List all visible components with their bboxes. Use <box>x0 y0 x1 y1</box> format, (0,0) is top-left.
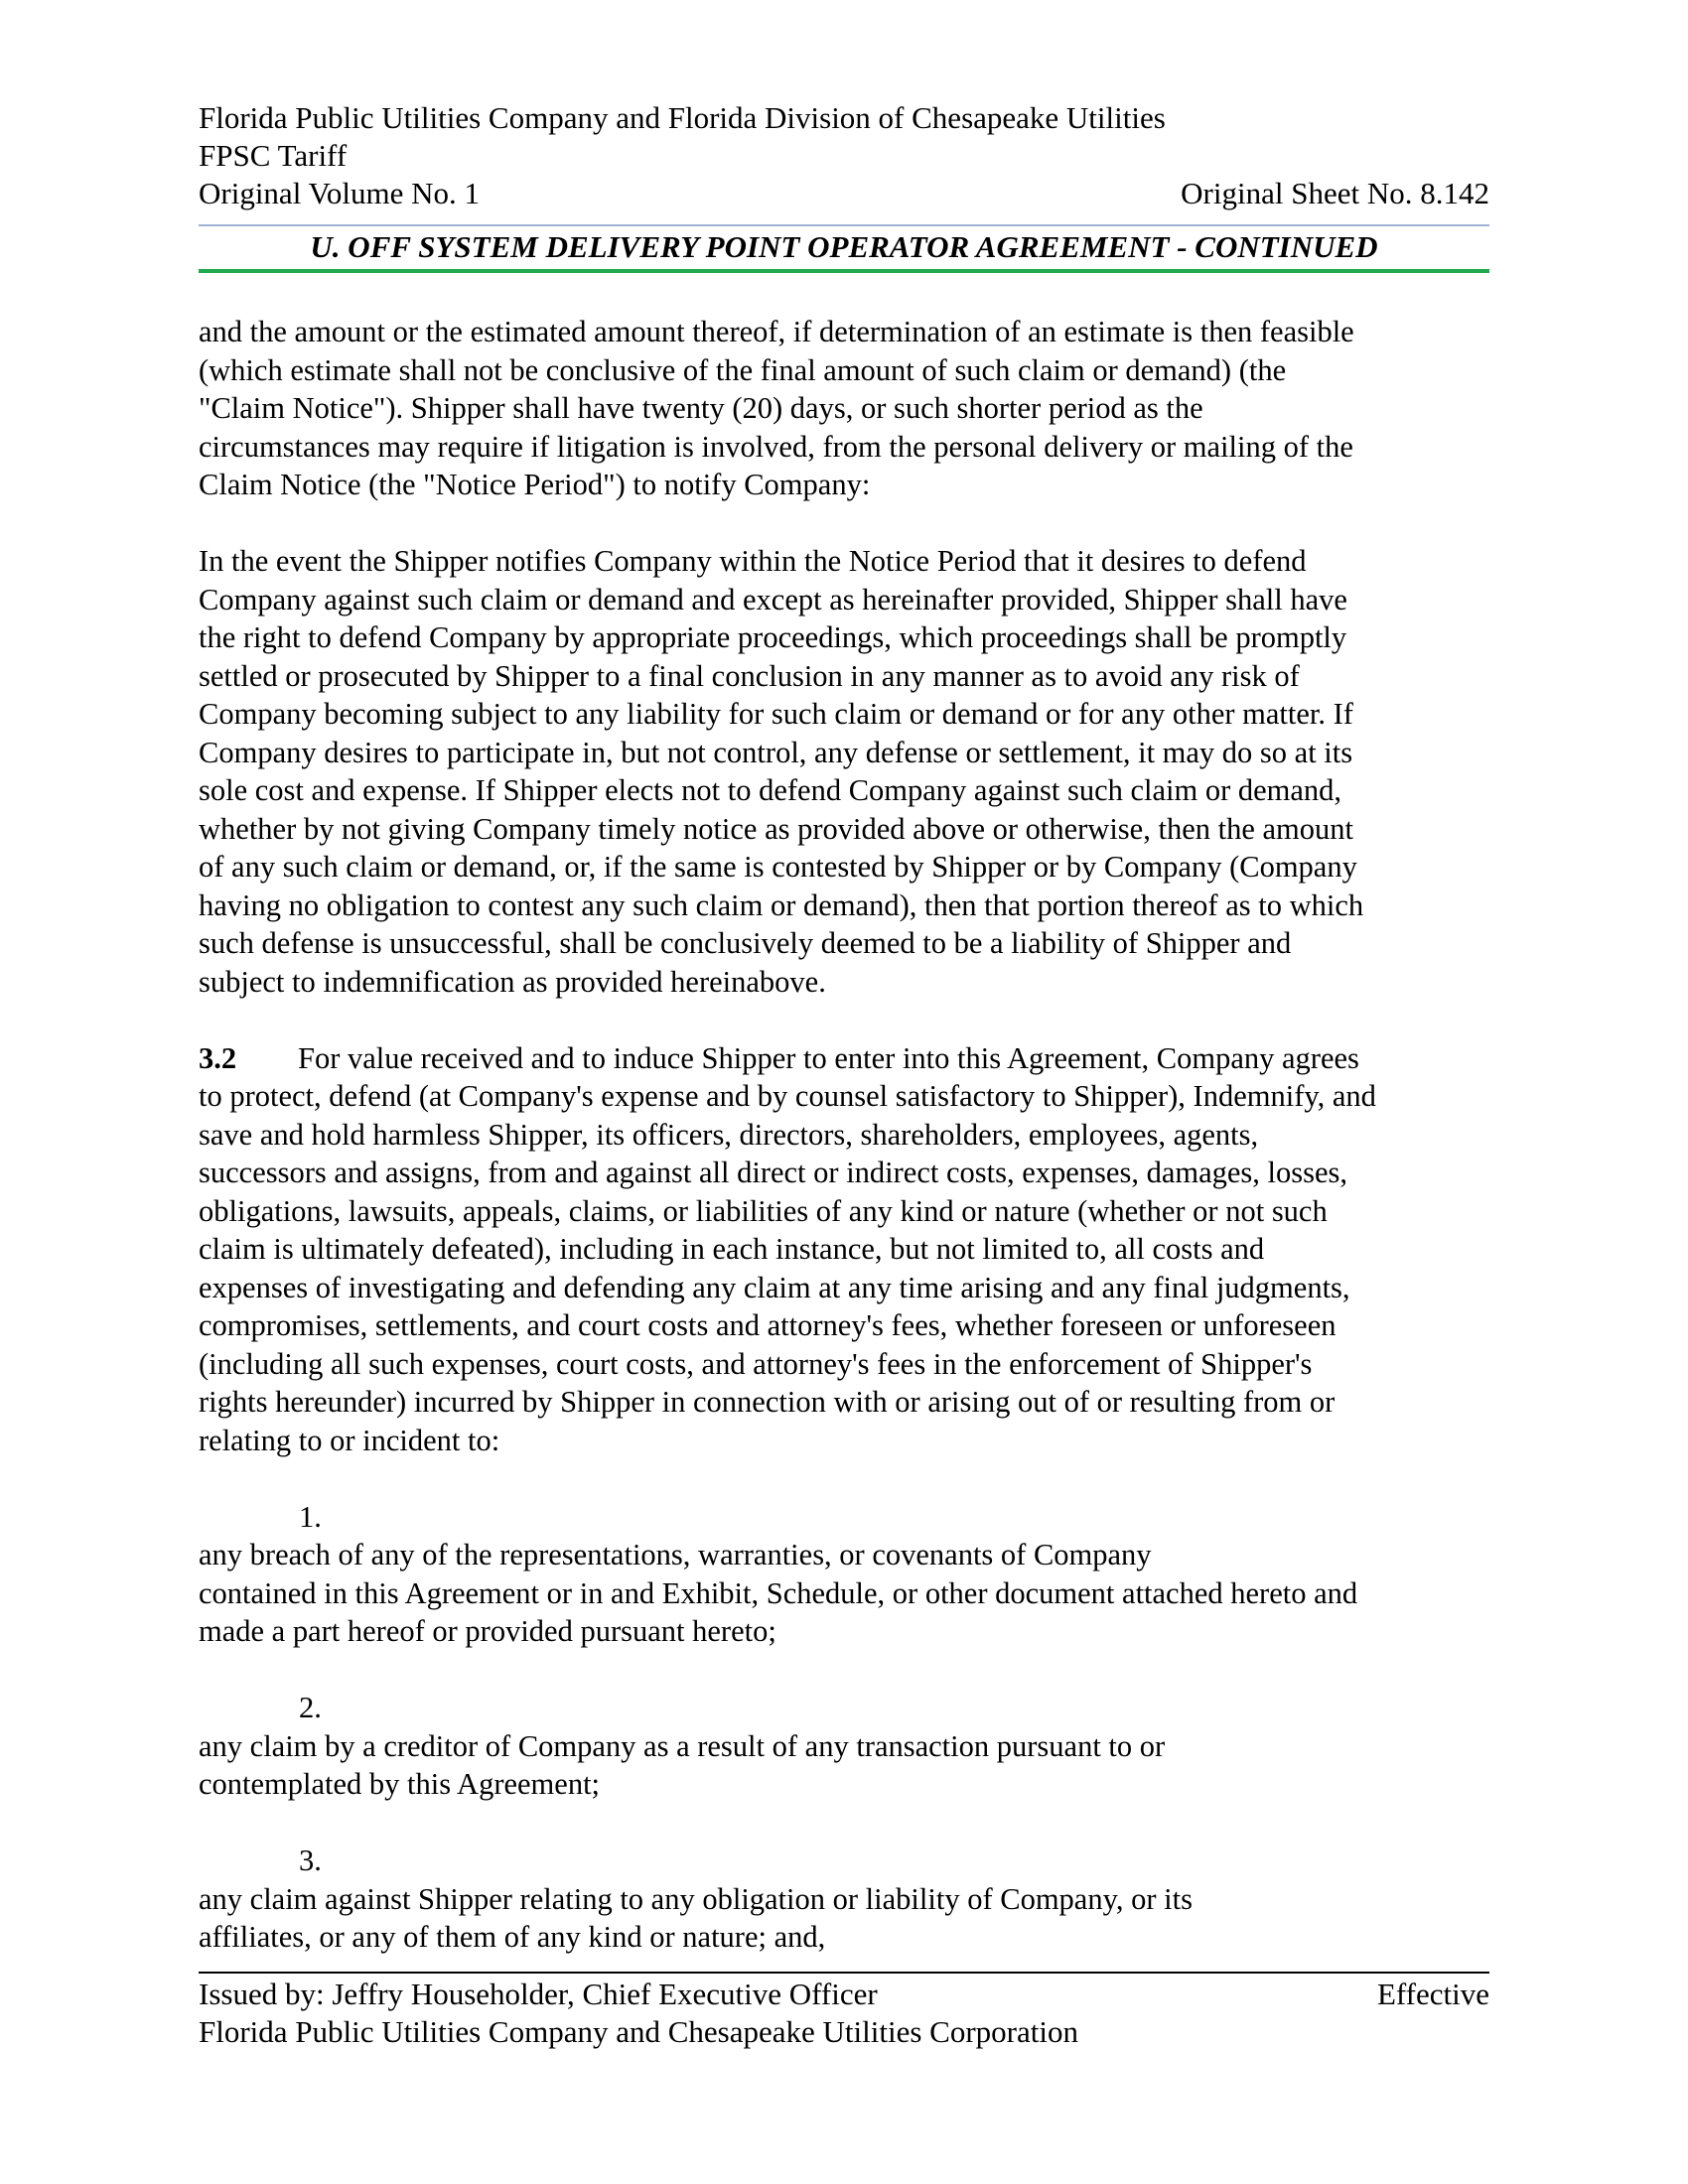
text-line: subject to indemnification as provided hereinabove. <box>199 964 826 999</box>
item-number: 3. <box>299 1843 322 1877</box>
item-number: 2. <box>299 1691 322 1724</box>
header-volume: Original Volume No. 1 <box>199 176 481 210</box>
item-first-line <box>199 1498 1489 1574</box>
text-line: contained in this Agreement or in and Exhibit, Schedule, or other document attached hereto and <box>199 1575 1358 1610</box>
title-divider <box>199 269 1489 273</box>
text-line: such defense is unsuccessful, shall be conclusively deemed to be a liability of Shipper and <box>199 926 1292 960</box>
list-item-2 <box>199 1689 1489 1804</box>
text-line: (including all such expenses, court costs, and attorney's fees in the enforcement of Shipper's <box>199 1346 1313 1381</box>
footer-company: Florida Public Utilities Company and Chesapeake Utilities Corporation <box>199 2014 1078 2049</box>
footer-divider <box>199 1972 1489 1974</box>
text-line: save and hold harmless Shipper, its officers, directors, shareholders, employees, agents, <box>199 1117 1259 1152</box>
text-line: successors and assigns, from and against all direct or indirect costs, expenses, damages, losses, <box>199 1156 1348 1189</box>
text-line: "Claim Notice"). Shipper shall have twenty (20) days, or such shorter period as the <box>199 391 1203 425</box>
section-title: U. OFF SYSTEM DELIVERY POINT OPERATOR AGREEMENT - CONTINUED <box>310 229 1378 264</box>
text-line: Company becoming subject to any liability for such claim or demand or for any other matter. If <box>199 697 1353 731</box>
text-line: whether by not giving Company timely notice as provided above or otherwise, then the amount <box>199 811 1353 846</box>
text-line: and the amount or the estimated amount thereof, if determination of an estimate is then feasible <box>199 315 1354 348</box>
text-line: compromises, settlements, and court costs and attorney's fees, whether foreseen or unforeseen <box>199 1308 1336 1342</box>
section-first-line <box>199 1039 1489 1078</box>
header-sheet-number: Original Sheet No. 8.142 <box>1181 176 1489 210</box>
list-item-1 <box>199 1498 1489 1651</box>
text-line: obligations, lawsuits, appeals, claims, or liabilities of any kind or nature (whether or not such <box>199 1193 1328 1228</box>
item-first-line <box>199 1689 1489 1765</box>
list-item-3 <box>199 1842 1489 1957</box>
header-divider <box>199 224 1489 226</box>
text-line: relating to or incident to: <box>199 1423 500 1457</box>
text-line: Claim Notice (the "Notice Period") to notify Company: <box>199 468 871 501</box>
text-line: (which estimate shall not be conclusive of the final amount of such claim or demand) (the <box>199 352 1287 387</box>
text-line: made a part hereof or provided pursuant hereto; <box>199 1614 776 1648</box>
text-line: the right to defend Company by appropriate proceedings, which proceedings shall be promptly <box>199 620 1347 654</box>
text-line: expenses of investigating and defending any claim at any time arising and any final judgments, <box>199 1270 1350 1304</box>
text-line: having no obligation to contest any such claim or demand), then that portion thereof as to which <box>199 887 1364 922</box>
paragraph-claim-notice <box>199 313 1489 504</box>
item-first-text: any breach of any of the representations, warranties, or covenants of Company <box>199 1538 1152 1571</box>
text-line: sole cost and expense. If Shipper elects not to defend Company against such claim or demand, <box>199 773 1342 807</box>
text-line: In the event the Shipper notifies Company within the Notice Period that it desires to defend <box>199 544 1307 578</box>
text-line: of any such claim or demand, or, if the same is contested by Shipper or by Company (Company <box>199 850 1357 884</box>
text-line: settled or prosecuted by Shipper to a final conclusion in any manner as to avoid any risk of <box>199 658 1300 693</box>
text-line: to protect, defend (at Company's expense and by counsel satisfactory to Shipper), Indemnify, and <box>199 1079 1376 1113</box>
text-line: contemplated by this Agreement; <box>199 1767 601 1801</box>
text-line: rights hereunder) incurred by Shipper in connection with or arising out of or resulting from or <box>199 1385 1336 1419</box>
paragraph-defense <box>199 542 1489 1001</box>
page-header <box>199 99 1489 212</box>
document-body <box>199 313 1489 1994</box>
header-volume-row <box>199 175 1489 212</box>
footer-effective: Effective <box>1376 1977 1489 2011</box>
header-tariff-line: FPSC Tariff <box>199 138 348 173</box>
text-line: Company against such claim or demand and except as hereinafter provided, Shipper shall have <box>199 582 1347 616</box>
item-first-text: any claim by a creditor of Company as a result of any transaction pursuant to or <box>199 1728 1166 1763</box>
header-company-line: Florida Public Utilities Company and Florida Division of Chesapeake Utilities <box>199 100 1166 135</box>
item-first-text: any claim against Shipper relating to any obligation or liability of Company, or its <box>199 1881 1193 1916</box>
item-number: 1. <box>299 1499 322 1534</box>
text-line: Company desires to participate in, but not control, any defense or settlement, it may do so at its <box>199 735 1353 769</box>
section-first-text: For value received and to induce Shipper to enter into this Agreement, Company agrees <box>298 1040 1359 1075</box>
text-line: claim is ultimately defeated), including in each instance, but not limited to, all costs and <box>199 1232 1265 1266</box>
footer-issued-by: Issued by: Jeffry Householder, Chief Executive Officer <box>199 1977 878 2011</box>
footer-issued-row <box>199 1976 1489 2013</box>
page-footer <box>199 1976 1489 2051</box>
section-number: 3.2 <box>199 1040 237 1075</box>
text-line: affiliates, or any of them of any kind or nature; and, <box>199 1920 826 1954</box>
item-first-line <box>199 1842 1489 1918</box>
text-line: circumstances may require if litigation is involved, from the personal delivery or mailing of the <box>199 429 1353 464</box>
section-3-2 <box>199 1039 1489 1460</box>
